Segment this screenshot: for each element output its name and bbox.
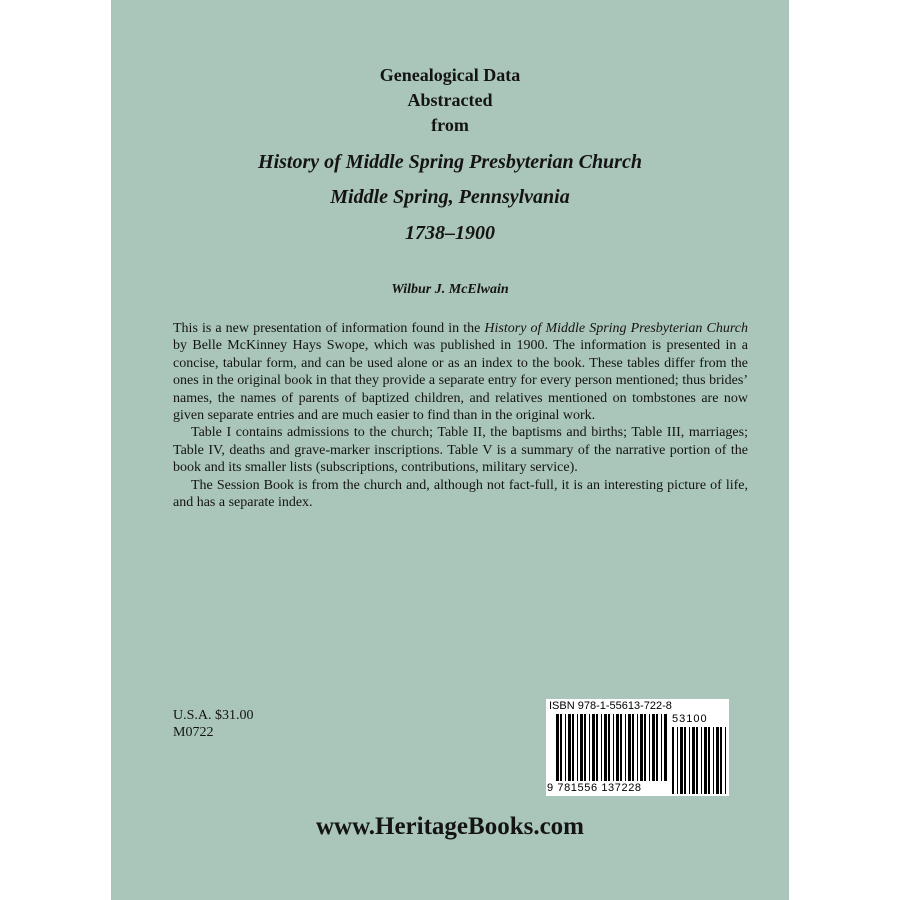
barcode-bar <box>704 727 707 794</box>
barcode-addon-digits: 53100 <box>672 713 708 725</box>
barcode-bar <box>649 714 650 781</box>
heading-line-3: from <box>431 115 469 135</box>
barcode-bar <box>713 727 714 794</box>
barcode-bar <box>601 714 602 781</box>
barcode-bar <box>680 727 683 794</box>
barcode-bar <box>608 714 610 781</box>
book-title: History of Middle Spring Presbyterian Church <box>258 151 642 173</box>
heading-line-2: Abstracted <box>407 90 493 110</box>
barcode-bar <box>589 714 590 781</box>
barcode-bar <box>592 714 595 781</box>
barcode-bar <box>640 714 643 781</box>
barcode-bar <box>556 714 559 781</box>
price-block <box>173 707 254 741</box>
barcode-bar <box>696 727 698 794</box>
barcode-bar <box>716 727 719 794</box>
barcode-bar <box>613 714 614 781</box>
barcode-bar <box>604 714 607 781</box>
barcode-bar <box>684 727 686 794</box>
book-location: Middle Spring, Pennsylvania <box>330 186 570 208</box>
barcode-bar <box>644 714 646 781</box>
barcode-bar <box>708 727 710 794</box>
heading-line-1: Genealogical Data <box>379 65 521 85</box>
description-paragraph-1: This is a new presentation of information found in the History of Middle Spring Presbyterian Church by Belle McKinney Hays Swope, which was published in 1900. The information is presented in a concise, tabular form, and can be used alone or as an index to the book. These tables differ from the ones in the original book in that they provide a separate entry for every person mentioned; thus brides’ names, the names of parents of baptized children, and relatives mentioned on tombstones are now given separate entries and are much easier to find than in the original work. <box>173 321 748 424</box>
price: U.S.A. $31.00 <box>173 708 254 723</box>
barcode-digits: 9 781556 137228 <box>547 782 642 794</box>
barcode-bar <box>572 714 574 781</box>
product-code: M0722 <box>173 725 214 740</box>
barcode-bar <box>725 727 726 794</box>
barcode-bar <box>565 714 566 781</box>
barcode-bar <box>720 727 722 794</box>
barcode-bar <box>620 714 622 781</box>
barcode-bar <box>596 714 598 781</box>
book-years: 1738–1900 <box>405 222 495 244</box>
barcode-bar <box>628 714 631 781</box>
description-paragraph-2: Table I contains admissions to the church; Table II, the baptisms and births; Table III, marriages; Table IV, deaths and grave-marker inscriptions. Table V is a summary of the narrative portion of the book and its smaller lists (subscriptions, contributions, military service). <box>173 425 748 476</box>
barcode-bar <box>692 727 695 794</box>
barcode-bar <box>672 727 674 794</box>
book-back-cover <box>111 0 789 900</box>
isbn-label: ISBN 978-1-55613-722-8 <box>549 700 672 712</box>
barcode-bar <box>664 714 667 781</box>
barcode-bar <box>568 714 571 781</box>
barcode-bar <box>677 727 678 794</box>
isbn-barcode <box>546 699 729 796</box>
barcode-bar <box>656 714 658 781</box>
barcode-bar <box>580 714 583 781</box>
barcode-bar <box>625 714 626 781</box>
barcode-bar <box>661 714 662 781</box>
barcode-bar <box>560 714 562 781</box>
description <box>173 320 748 511</box>
author-name: Wilbur J. McElwain <box>391 282 509 297</box>
barcode-bar <box>637 714 638 781</box>
description-paragraph-3: The Session Book is from the church and, although not fact-full, it is an interesting picture of life, and has a separate index. <box>173 477 748 511</box>
cited-title: History of Middle Spring Presbyterian Church <box>484 321 748 336</box>
barcode-bar <box>652 714 655 781</box>
barcode-bar <box>584 714 586 781</box>
website-url: www.HeritageBooks.com <box>315 813 585 840</box>
barcode-bar <box>632 714 634 781</box>
barcode-bar <box>577 714 578 781</box>
barcode-bar <box>616 714 619 781</box>
barcode-bar <box>701 727 702 794</box>
barcode-bar <box>689 727 690 794</box>
